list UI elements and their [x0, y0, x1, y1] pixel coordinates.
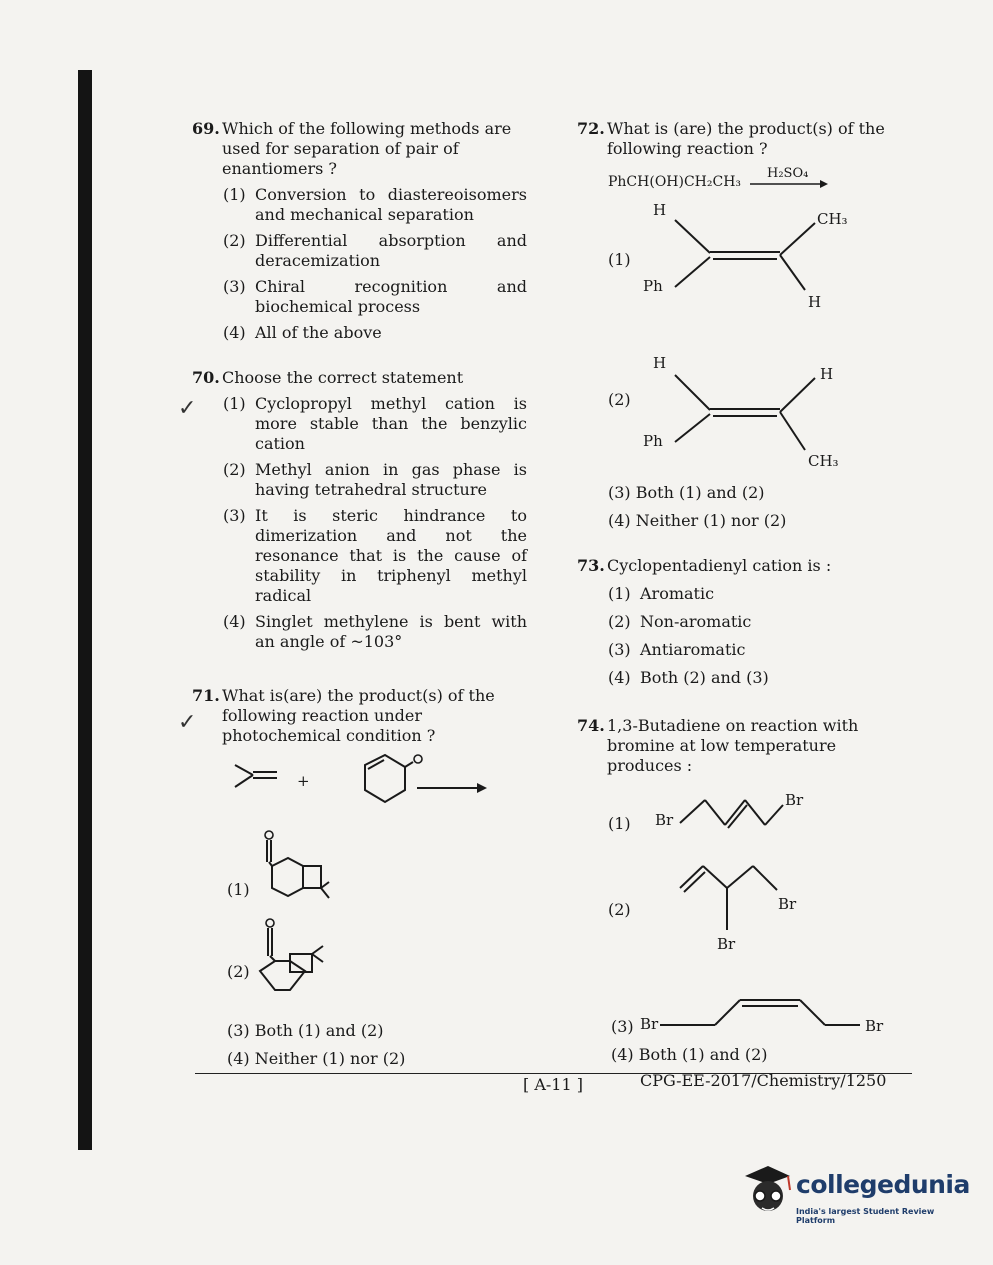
- brand-tagline: India's largest Student Review Platform: [796, 1207, 935, 1225]
- option-2: (2) Methyl anion in gas phase is having tetrahedral structure: [223, 460, 527, 499]
- q72-option-2-alkene: [665, 370, 825, 455]
- question-number: 72.: [577, 119, 605, 138]
- option-2: (2) Non-aromatic: [608, 612, 752, 631]
- option-1: (1) Aromatic: [608, 584, 715, 603]
- brand-name: collegedunia: [796, 1170, 970, 1199]
- question-number: 73.: [577, 556, 605, 575]
- q74-option-2-structure: [675, 858, 790, 938]
- option-4: (4) Singlet methylene is bent with an angle of ~103°: [223, 612, 527, 651]
- question-number: 71.: [192, 686, 220, 705]
- question-text: Which of the following methods are used for separation of pair of enantiomers ?: [222, 119, 512, 178]
- question-74: [577, 716, 912, 776]
- question-text: Choose the correct statement: [222, 368, 464, 387]
- question-number: 74.: [577, 716, 605, 735]
- q71-reaction-scheme: [225, 745, 495, 810]
- atom-ph: Ph: [643, 432, 663, 450]
- atom-h: H: [653, 354, 667, 372]
- option-2: (2) Differential absorption and deracemization: [223, 231, 527, 270]
- question-text: Cyclopentadienyl cation is :: [607, 556, 832, 575]
- question-text: What is(are) the product(s) of the following reaction under photochemical condition ?: [222, 686, 495, 745]
- option-4: (4) Neither (1) nor (2): [227, 1049, 406, 1068]
- question-69: [192, 119, 527, 343]
- option-3: (3) Both (1) and (2): [227, 1021, 384, 1040]
- page-number: [ A-11 ]: [523, 1075, 583, 1094]
- question-text: 1,3-Butadiene on reaction with bromine at low temperature produces :: [607, 716, 859, 775]
- atom-br: Br: [785, 791, 804, 809]
- paper-code: CPG-EE-2017/Chemistry/1250: [640, 1071, 887, 1090]
- q72-option-1-alkene: [665, 215, 825, 295]
- atom-br: Br: [717, 935, 736, 953]
- reactant: PhCH(OH)CH₂CH₃: [608, 174, 742, 190]
- mascot-icon: [740, 1162, 795, 1220]
- atom-h: H: [653, 201, 667, 219]
- option-2-label: (2): [608, 900, 631, 919]
- q74-option-4: (4) Both (1) and (2): [611, 1045, 768, 1064]
- option-1: (1) Cyclopropyl methyl cation is more stable than the benzylic cation: [223, 394, 527, 453]
- atom-h: H: [820, 365, 834, 383]
- question-70: [192, 368, 527, 652]
- option-2-label: (2): [608, 390, 631, 409]
- question-73: [577, 556, 912, 688]
- option-2-label: (2): [227, 962, 250, 981]
- plus-sign: +: [297, 772, 310, 790]
- option-3: (3) Chiral recognition and biochemical process: [223, 277, 527, 316]
- handwritten-tick-mark: ✓: [178, 710, 197, 735]
- option-3: (3) It is steric hindrance to dimerization and not the resonance that is the cause of stability in triphenyl methyl radical: [223, 506, 527, 605]
- question-number: 69.: [192, 119, 220, 138]
- reaction-arrow: [750, 178, 830, 190]
- option-4: (4) Neither (1) nor (2): [608, 511, 787, 530]
- option-4: (4) All of the above: [223, 323, 382, 342]
- option-4: (4) Both (2) and (3): [608, 668, 769, 687]
- atom-br: Br: [778, 895, 797, 913]
- atom-br: Br: [640, 1015, 659, 1033]
- q71-options-3-4: [227, 1021, 527, 1069]
- option-3: (3) Both (1) and (2): [608, 483, 765, 502]
- question-number: 70.: [192, 368, 220, 387]
- atom-ch3: CH₃: [808, 452, 839, 470]
- option-1-label: (1): [227, 880, 250, 899]
- q71-option-2-structure: [255, 916, 335, 1001]
- atom-br: Br: [865, 1017, 884, 1035]
- reagent: H₂SO₄: [767, 166, 809, 181]
- q71-option-1-structure: [255, 826, 335, 916]
- option-3: (3) Antiaromatic: [608, 640, 746, 659]
- handwritten-tick-mark: ✓: [178, 396, 197, 421]
- question-72: [577, 119, 912, 159]
- q74-option-1-structure: [675, 795, 790, 835]
- q72-options-3-4: [608, 483, 908, 531]
- collegedunia-logo: [740, 1162, 970, 1225]
- q74-option-3-structure: [660, 992, 865, 1037]
- option-1-label: (1): [608, 814, 631, 833]
- scan-binding-edge: [78, 70, 92, 1150]
- question-71: [192, 686, 527, 746]
- option-1: (1) Conversion to diastereoisomers and mechanical separation: [223, 185, 527, 224]
- option-3-label: (3): [611, 1017, 634, 1036]
- question-text: What is (are) the product(s) of the following reaction ?: [607, 119, 885, 158]
- option-1-label: (1): [608, 250, 631, 269]
- atom-ch3: CH₃: [817, 210, 848, 228]
- atom-h: H: [808, 293, 822, 311]
- atom-br: Br: [655, 811, 674, 829]
- atom-ph: Ph: [643, 277, 663, 295]
